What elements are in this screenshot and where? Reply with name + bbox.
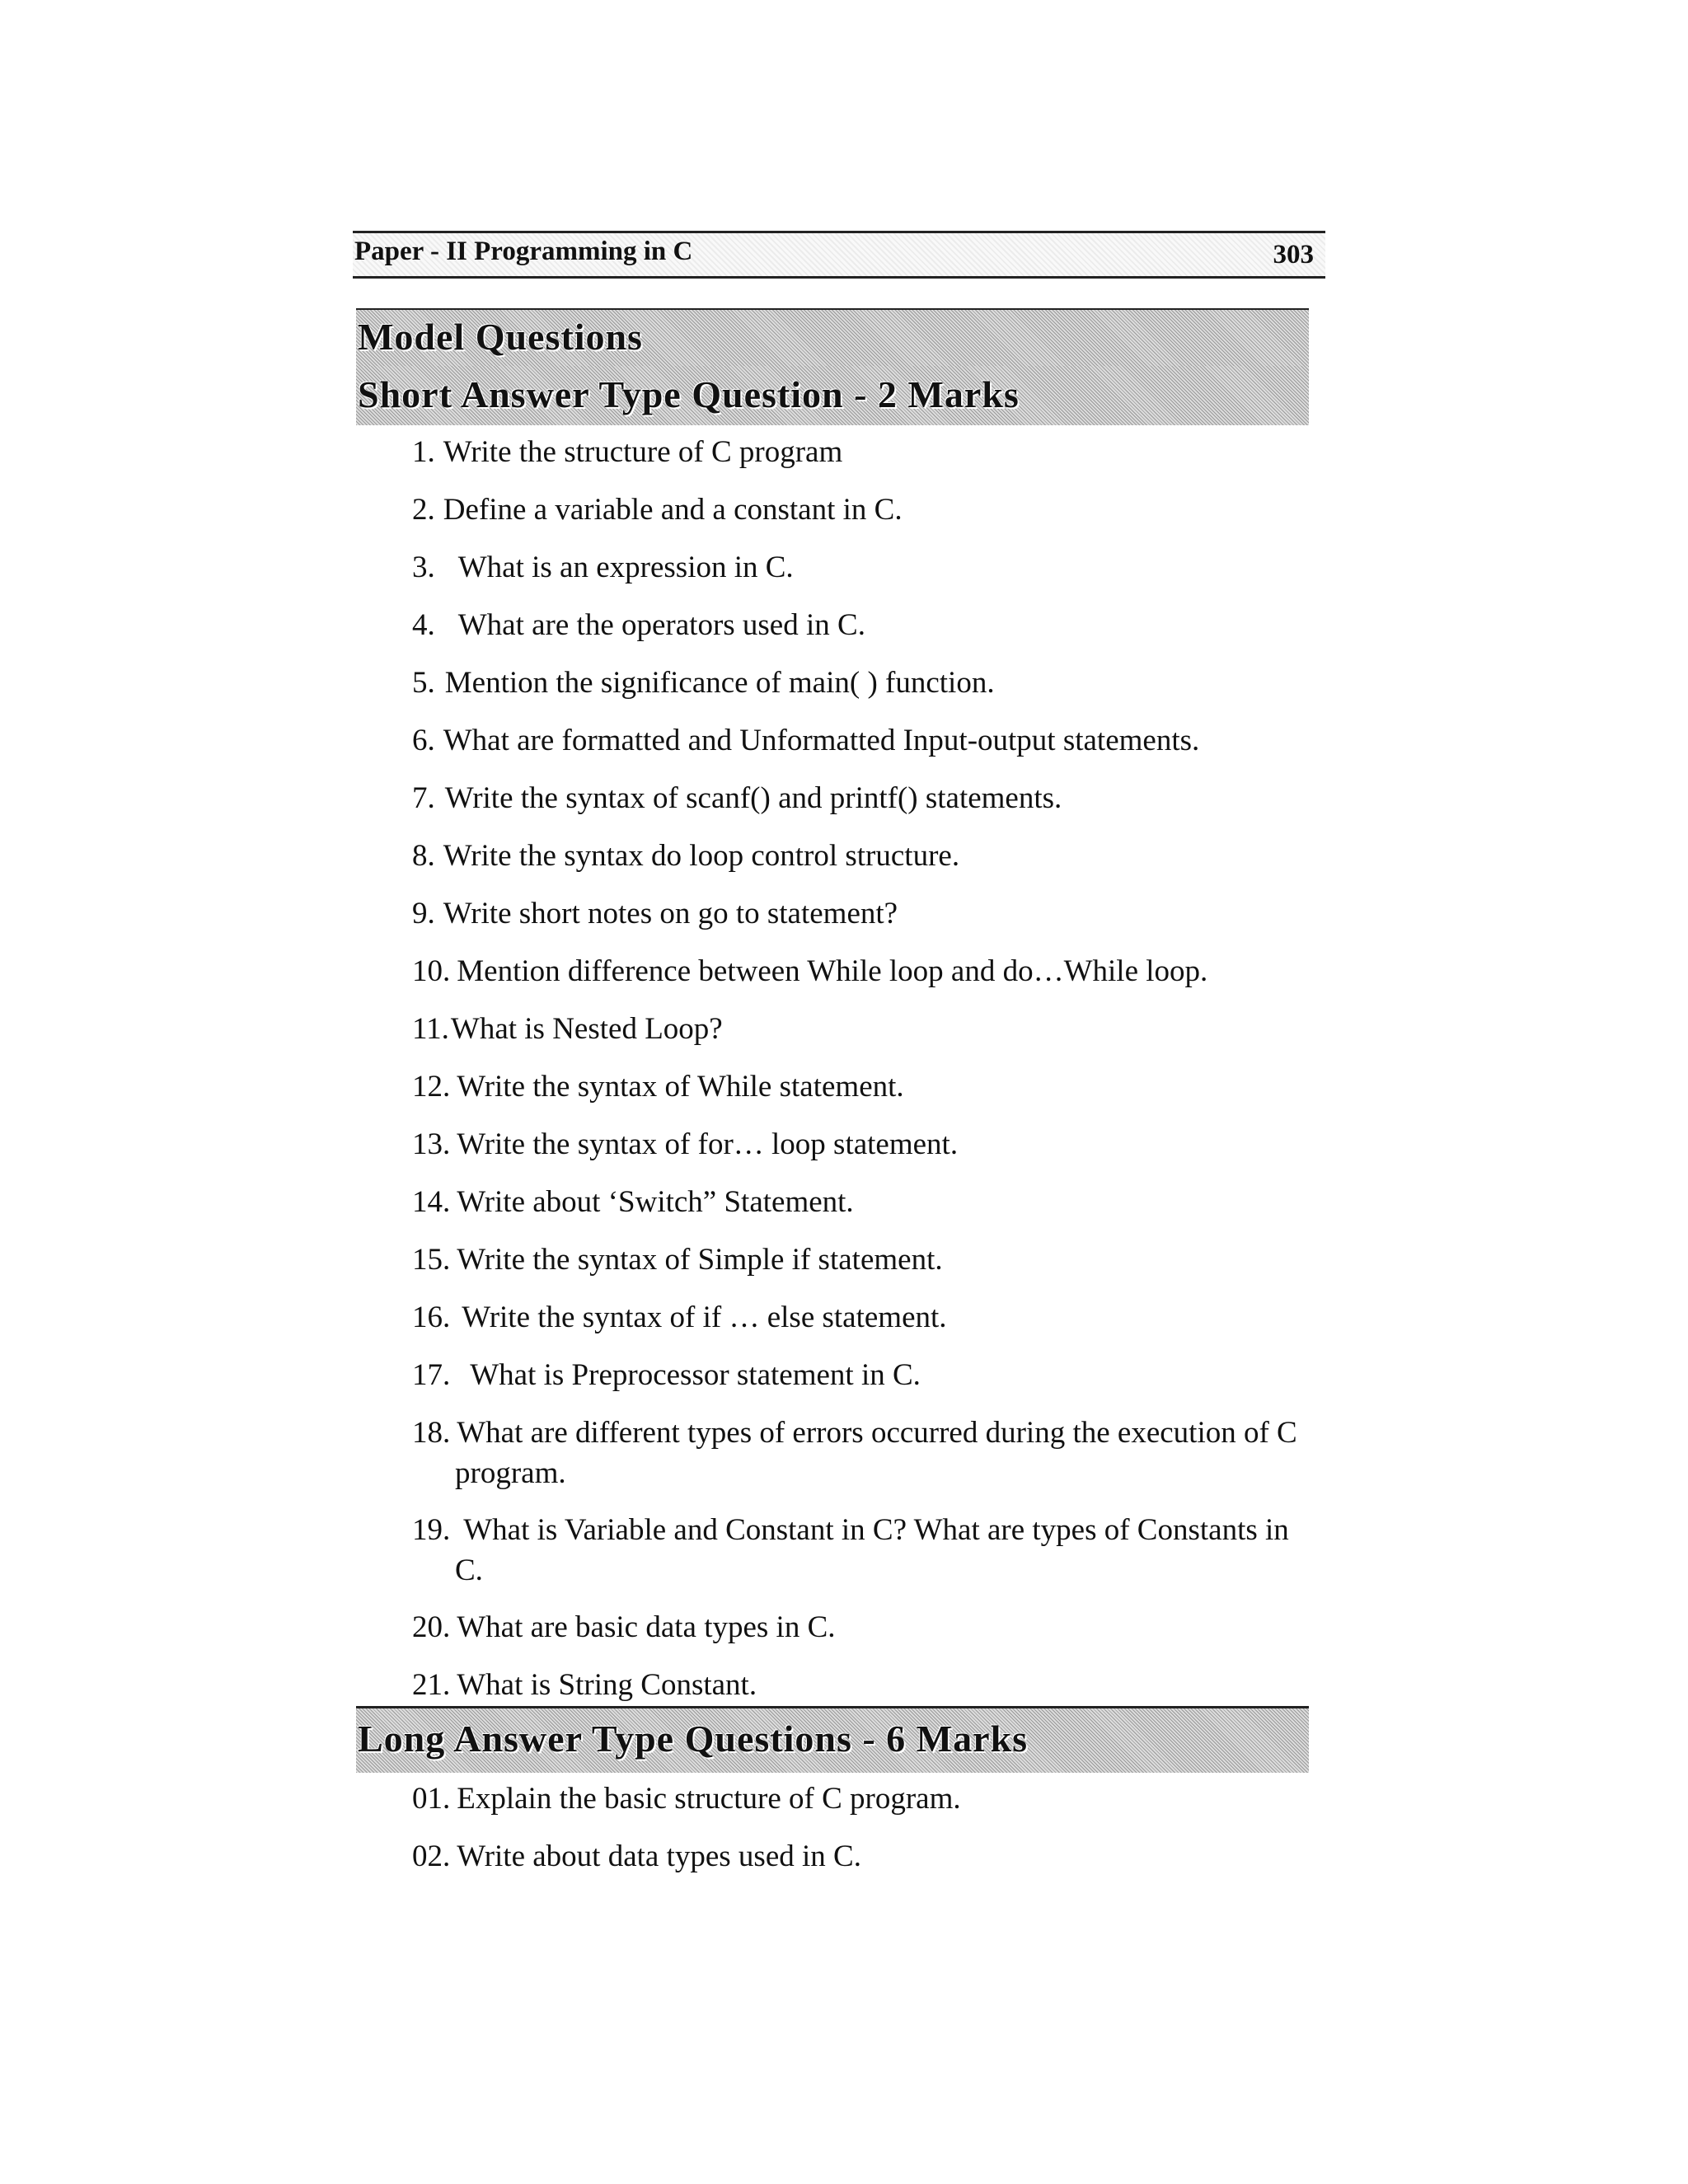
question-item: 6. What are formatted and Unformatted Input-output statements. <box>412 724 1200 757</box>
question-item: 8. Write the syntax do loop control structure. <box>412 839 960 873</box>
question-item: 19. What is Variable and Constant in C? What are types of Constants in C. <box>412 1513 1289 1587</box>
question-item: 9. Write short notes on go to statement? <box>412 897 898 930</box>
section-banner-model-questions <box>356 308 1309 368</box>
section-title-short-answer: Short Answer Type Question - 2 Marks <box>358 373 1020 415</box>
question-item: 01. Explain the basic structure of C program. <box>412 1782 961 1816</box>
question-item: 12. Write the syntax of While statement. <box>412 1070 904 1104</box>
question-item: 15. Write the syntax of Simple if statement. <box>412 1243 943 1277</box>
page-number: 303 <box>1273 240 1314 269</box>
section-banner-short-answer <box>356 366 1309 425</box>
question-item: 1. Write the structure of C program <box>412 435 843 469</box>
question-item: 5. Mention the significance of main( ) function. <box>412 666 995 700</box>
question-item: 11.What is Nested Loop? <box>412 1012 723 1046</box>
question-item: 16. Write the syntax of if … else statement. <box>412 1301 947 1334</box>
section-title-long-answer: Long Answer Type Questions - 6 Marks <box>358 1718 1028 1760</box>
question-item: 20. What are basic data types in C. <box>412 1610 836 1644</box>
question-item: 14. Write about ‘Switch” Statement. <box>412 1185 854 1219</box>
question-item: 17. What is Preprocessor statement in C. <box>412 1358 921 1392</box>
question-item: 2. Define a variable and a constant in C. <box>412 493 903 527</box>
question-item: 18. What are different types of errors occurred during the execution of C program. <box>412 1416 1297 1490</box>
section-banner-long-answer <box>356 1706 1309 1773</box>
page-header <box>353 231 1325 279</box>
question-item: 10. Mention difference between While loop and do…While loop. <box>412 954 1208 988</box>
question-item: 13. Write the syntax of for… loop statement. <box>412 1127 959 1161</box>
question-item: 4. What are the operators used in C. <box>412 608 865 642</box>
question-item: 21. What is String Constant. <box>412 1668 757 1702</box>
running-title: Paper - II Programming in C <box>354 237 693 266</box>
question-item: 02. Write about data types used in C. <box>412 1840 861 1873</box>
section-title-model-questions: Model Questions <box>358 316 643 358</box>
question-item: 7. Write the syntax of scanf() and printf() statements. <box>412 781 1062 815</box>
question-item: 3. What is an expression in C. <box>412 551 794 584</box>
